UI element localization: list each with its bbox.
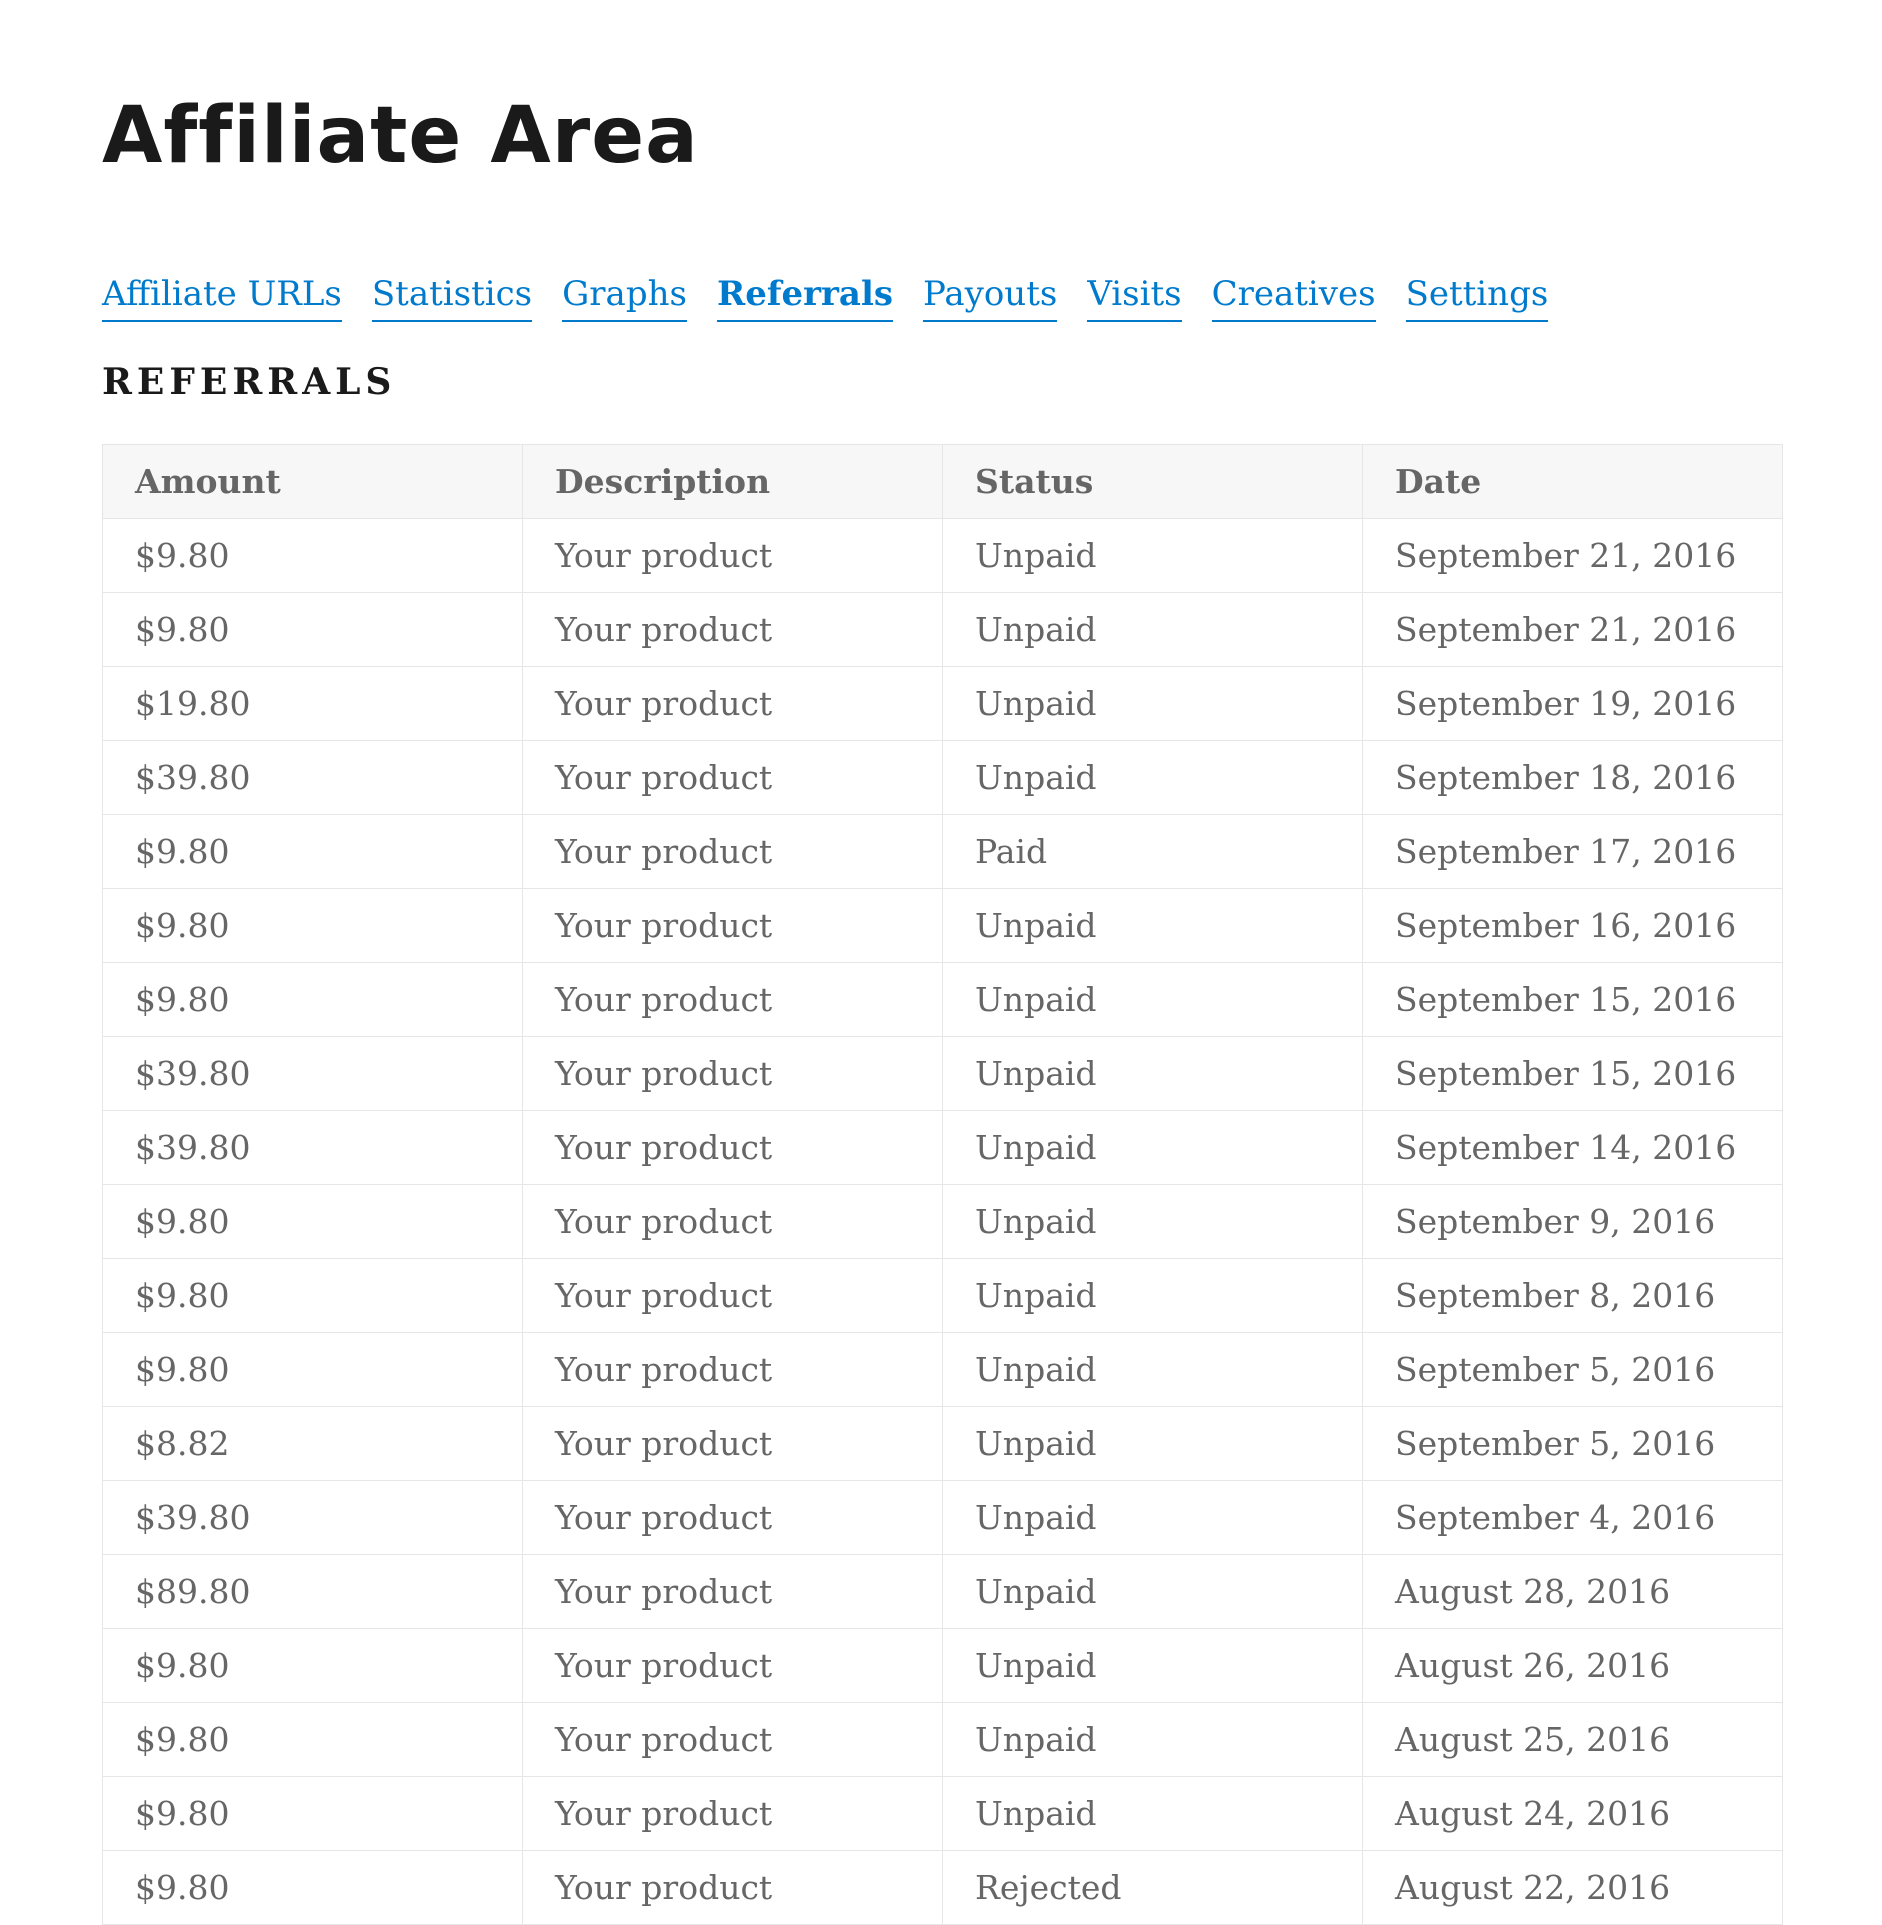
tab-visits[interactable]: Visits [1087,268,1181,322]
cell-amount: $9.80 [103,1185,523,1259]
table-row [103,963,1783,1037]
cell-amount: $39.80 [103,741,523,815]
tab-affiliate-urls[interactable]: Affiliate URLs [102,268,342,322]
cell-status: Unpaid [943,1259,1363,1333]
table-body [103,519,1783,1925]
cell-status: Unpaid [943,1037,1363,1111]
cell-amount: $9.80 [103,1851,523,1925]
column-header-status: Status [943,445,1363,519]
table-row [103,1111,1783,1185]
table-row [103,1037,1783,1111]
cell-status: Unpaid [943,1185,1363,1259]
cell-description: Your product [523,963,943,1037]
cell-status: Unpaid [943,1777,1363,1851]
cell-date: September 9, 2016 [1363,1185,1783,1259]
cell-status: Rejected [943,1851,1363,1925]
cell-description: Your product [523,1333,943,1407]
cell-date: August 24, 2016 [1363,1777,1783,1851]
column-header-date: Date [1363,445,1783,519]
cell-description: Your product [523,889,943,963]
cell-amount: $9.80 [103,1259,523,1333]
table-row [103,1851,1783,1925]
cell-status: Unpaid [943,1481,1363,1555]
cell-status: Unpaid [943,593,1363,667]
cell-description: Your product [523,1703,943,1777]
cell-amount: $9.80 [103,1777,523,1851]
cell-status: Unpaid [943,667,1363,741]
cell-description: Your product [523,741,943,815]
cell-amount: $9.80 [103,963,523,1037]
table-row [103,1407,1783,1481]
table-row [103,815,1783,889]
cell-date: August 28, 2016 [1363,1555,1783,1629]
column-header-amount: Amount [103,445,523,519]
table-row [103,667,1783,741]
cell-date: September 15, 2016 [1363,1037,1783,1111]
table-row [103,1333,1783,1407]
cell-date: September 15, 2016 [1363,963,1783,1037]
table-row [103,889,1783,963]
cell-status: Unpaid [943,1111,1363,1185]
cell-status: Paid [943,815,1363,889]
table-row [103,519,1783,593]
cell-amount: $9.80 [103,1703,523,1777]
cell-amount: $39.80 [103,1481,523,1555]
cell-date: September 8, 2016 [1363,1259,1783,1333]
cell-amount: $39.80 [103,1037,523,1111]
cell-amount: $9.80 [103,519,523,593]
cell-amount: $9.80 [103,1629,523,1703]
cell-date: September 5, 2016 [1363,1407,1783,1481]
cell-amount: $9.80 [103,1333,523,1407]
cell-status: Unpaid [943,1333,1363,1407]
cell-description: Your product [523,1407,943,1481]
cell-amount: $9.80 [103,889,523,963]
cell-description: Your product [523,519,943,593]
cell-date: September 14, 2016 [1363,1111,1783,1185]
cell-status: Unpaid [943,1555,1363,1629]
cell-date: August 25, 2016 [1363,1703,1783,1777]
cell-date: September 18, 2016 [1363,741,1783,815]
cell-amount: $9.80 [103,815,523,889]
cell-description: Your product [523,1481,943,1555]
cell-date: September 5, 2016 [1363,1333,1783,1407]
cell-date: September 17, 2016 [1363,815,1783,889]
cell-amount: $89.80 [103,1555,523,1629]
section-heading: REFERRALS [102,361,397,403]
cell-date: August 26, 2016 [1363,1629,1783,1703]
cell-status: Unpaid [943,963,1363,1037]
tab-creatives[interactable]: Creatives [1212,268,1376,322]
cell-date: August 22, 2016 [1363,1851,1783,1925]
tab-statistics[interactable]: Statistics [372,268,532,322]
cell-amount: $8.82 [103,1407,523,1481]
cell-status: Unpaid [943,889,1363,963]
cell-status: Unpaid [943,741,1363,815]
table-header-row [103,445,1783,519]
cell-description: Your product [523,1111,943,1185]
cell-date: September 19, 2016 [1363,667,1783,741]
table-row [103,593,1783,667]
table-row [103,1555,1783,1629]
table-row [103,741,1783,815]
cell-status: Unpaid [943,1703,1363,1777]
cell-amount: $19.80 [103,667,523,741]
cell-amount: $39.80 [103,1111,523,1185]
referrals-table [102,444,1783,1925]
cell-status: Unpaid [943,1407,1363,1481]
table-header [103,445,1783,519]
cell-description: Your product [523,1037,943,1111]
page-title: Affiliate Area [102,91,699,181]
cell-description: Your product [523,593,943,667]
tab-referrals[interactable]: Referrals [717,268,893,322]
table-row [103,1481,1783,1555]
cell-description: Your product [523,1185,943,1259]
table-row [103,1777,1783,1851]
table-row [103,1185,1783,1259]
cell-description: Your product [523,1851,943,1925]
table-row [103,1259,1783,1333]
tab-graphs[interactable]: Graphs [562,268,687,322]
cell-description: Your product [523,1555,943,1629]
table-row [103,1629,1783,1703]
cell-description: Your product [523,667,943,741]
cell-description: Your product [523,815,943,889]
tab-payouts[interactable]: Payouts [923,268,1057,322]
referrals-table-wrapper [102,444,1782,1925]
cell-status: Unpaid [943,1629,1363,1703]
cell-date: September 16, 2016 [1363,889,1783,963]
cell-date: September 4, 2016 [1363,1481,1783,1555]
table-row [103,1703,1783,1777]
cell-date: September 21, 2016 [1363,593,1783,667]
tab-settings[interactable]: Settings [1406,268,1549,322]
cell-amount: $9.80 [103,593,523,667]
cell-description: Your product [523,1259,943,1333]
affiliate-tabs [102,268,1548,322]
cell-date: September 21, 2016 [1363,519,1783,593]
cell-status: Unpaid [943,519,1363,593]
cell-description: Your product [523,1777,943,1851]
column-header-description: Description [523,445,943,519]
cell-description: Your product [523,1629,943,1703]
